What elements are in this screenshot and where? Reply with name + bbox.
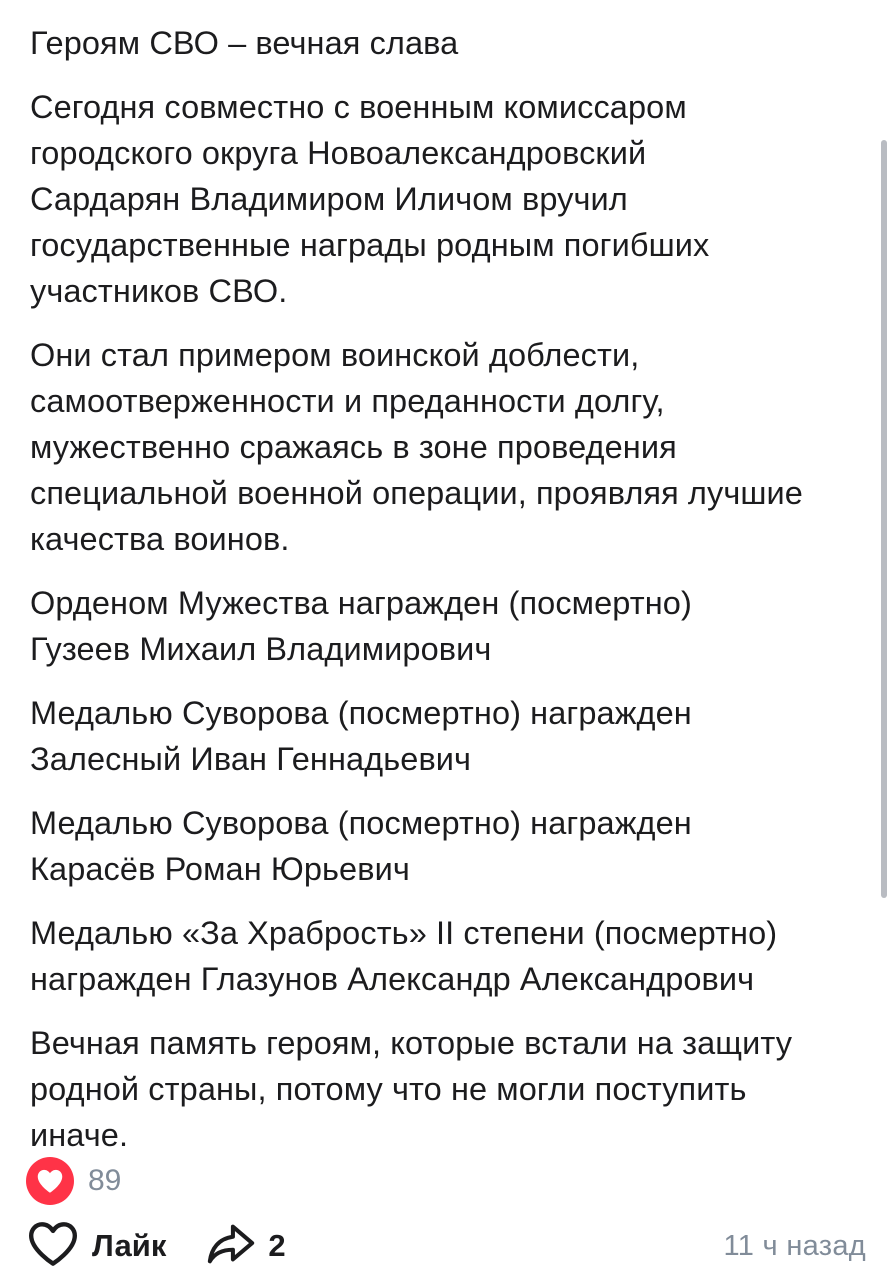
text-line: Медалью «За Храбрость» II степени (посмертно): [30, 915, 778, 951]
post-paragraph: [30, 332, 870, 562]
text-line: Сардарян Владимиром Иличом вручил: [30, 181, 628, 217]
heart-outline-icon: [26, 1220, 80, 1273]
text-line: Гузеев Михаил Владимирович: [30, 631, 492, 667]
like-button[interactable]: [26, 1220, 166, 1273]
post-paragraph: [30, 910, 870, 1002]
share-arrow-icon: [206, 1222, 256, 1271]
text-line: Орденом Мужества награжден (посмертно): [30, 585, 692, 621]
share-button[interactable]: [206, 1222, 285, 1271]
heart-icon: [26, 1157, 74, 1205]
reaction-count: 89: [88, 1164, 122, 1197]
text-line: Карасёв Роман Юрьевич: [30, 851, 410, 887]
post-paragraph: [30, 20, 870, 66]
text-line: мужественно сражаясь в зоне проведения: [30, 429, 677, 465]
scrollbar[interactable]: [881, 140, 887, 898]
post-timestamp: 11 ч назад: [723, 1229, 866, 1262]
post-paragraph: [30, 690, 870, 782]
text-line: качества воинов.: [30, 521, 290, 557]
text-line: Залесный Иван Геннадьевич: [30, 741, 472, 777]
text-line: Медалью Суворова (посмертно) награжден: [30, 695, 692, 731]
text-line: Сегодня совместно с военным комиссаром: [30, 89, 687, 125]
post-paragraph: [30, 84, 870, 314]
text-line: родной страны, потому что не могли поступить: [30, 1071, 747, 1107]
text-line: участников СВО.: [30, 273, 288, 309]
reactions-summary[interactable]: [26, 1157, 121, 1205]
share-count: 2: [268, 1228, 286, 1263]
text-line: награжден Глазунов Александр Александрович: [30, 961, 755, 997]
text-line: Вечная память героям, которые встали на защиту: [30, 1025, 793, 1061]
text-line: иначе.: [30, 1117, 129, 1153]
like-label: Лайк: [92, 1228, 167, 1263]
text-line: городского округа Новоалександровский: [30, 135, 647, 171]
post-paragraph: [30, 800, 870, 892]
post-paragraph: [30, 580, 870, 672]
post-body: [30, 20, 870, 1176]
post-title: Героям СВО – вечная слава: [30, 25, 459, 61]
post-paragraph: [30, 1020, 870, 1158]
text-line: самоотверженности и преданности долгу,: [30, 383, 665, 419]
text-line: государственные награды родным погибших: [30, 227, 710, 263]
post-actions-bar: [26, 1218, 866, 1274]
text-line: Медалью Суворова (посмертно) награжден: [30, 805, 692, 841]
text-line: Они стал примером воинской доблести,: [30, 337, 640, 373]
text-line: специальной военной операции, проявляя лучшие: [30, 475, 803, 511]
